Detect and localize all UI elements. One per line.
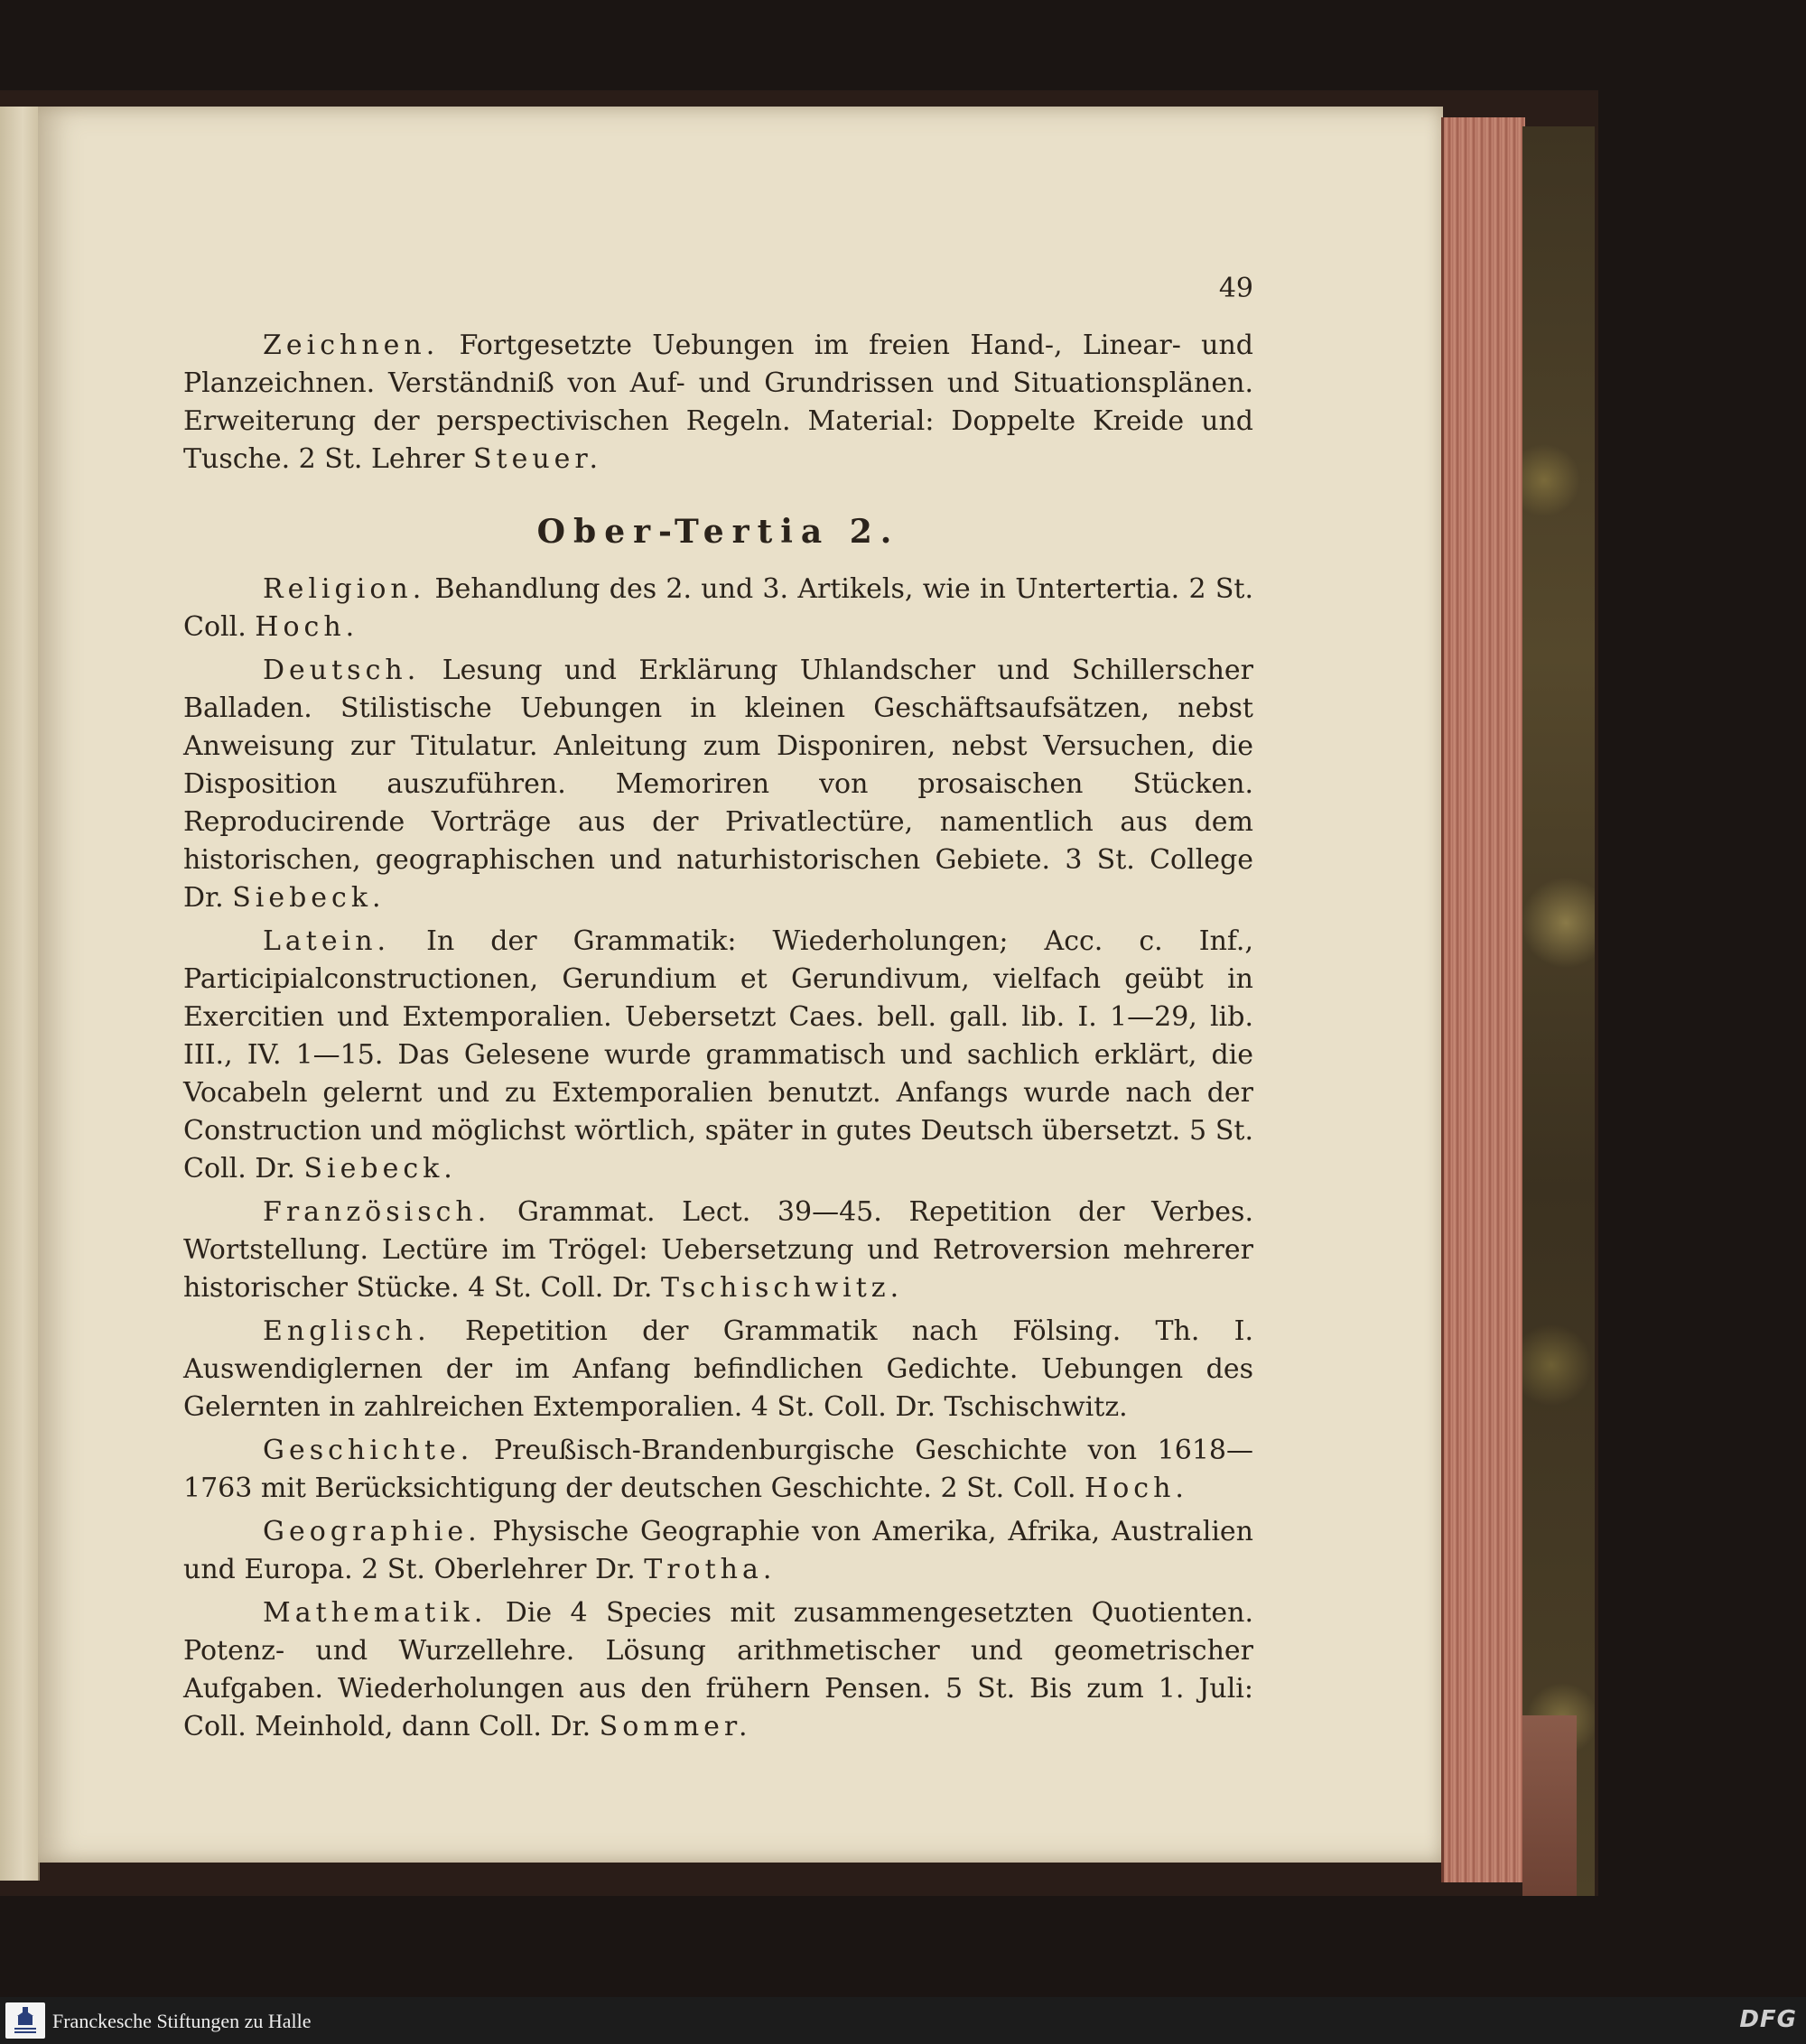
paragraph-geographie [183, 1513, 1253, 1589]
left-page-edge [0, 107, 40, 1881]
paragraph-zeichnen [183, 327, 1253, 478]
teacher-name: Steuer. [472, 443, 602, 475]
dfg-logo[interactable]: DFG [1739, 2006, 1797, 2033]
subject-title: Französisch. [263, 1196, 491, 1228]
subject-title: Geschichte. [263, 1435, 474, 1466]
paragraph-franzoesisch [183, 1194, 1253, 1307]
subject-title: Religion. [263, 573, 426, 605]
teacher-name: Trotha. [644, 1554, 777, 1585]
paragraph-englisch [183, 1313, 1253, 1426]
cover-corner [1522, 1715, 1577, 1896]
subject-title: Deutsch. [263, 655, 421, 686]
paragraph-body: In der Grammatik: Wiederholungen; Acc. c. Inf., Participialconstructionen, Gerundium et Gerundivum, vielfach geübt in Exercitien und Extemporalien. Uebersetzt Caes. bell. gall. lib. I. 1—29, lib. III., IV. 1—15. Das Gelesene wurde grammatisch und sachlich erklärt, die Vocabeln gelernt und zu Extemporalien benutzt. Anfangs wurde nach der Construction und möglichst wörtlich, später in gutes Deutsch übersetzt. 5 St. Coll. Dr. [183, 925, 1253, 1185]
subject-title: Zeichnen. [263, 330, 440, 361]
subject-title: Geographie. [263, 1516, 481, 1547]
paragraph-body: Lesung und Erklärung Uhlandscher und Schillerscher Balladen. Stilistische Uebungen in kleinen Geschäftsaufsätzen, nebst Anweisung zur Titulatur. Anleitung zum Disponiren, nebst Versuchen, die Disposition auszuführen. Memoriren von prosaischen Stücken. Reproducirende Vorträge aus der Privatlectüre, namentlich aus dem historischen, geographischen und naturhistorischen Gebiete. 3 St. College Dr. [183, 655, 1253, 914]
paragraph-geschichte [183, 1432, 1253, 1508]
teacher-name: Hoch. [1085, 1473, 1188, 1504]
subject-title: Mathematik. [263, 1597, 488, 1629]
page-text [183, 327, 1253, 1751]
paragraph-mathematik [183, 1594, 1253, 1746]
teacher-name: Siebeck. [232, 882, 386, 914]
paragraph-body: Grammat. Lect. 39—45. Repetition der Verbes. Wortstellung. Lectüre im Trögel: Uebersetzung und Retroversion mehrerer historischer Stücke. 4 St. Coll. Dr. [183, 1196, 1253, 1304]
paragraph-body: Physische Geographie von Amerika, Afrika, Australien und Europa. 2 St. Oberlehrer Dr. [183, 1516, 1253, 1585]
subject-title: Latein. [263, 925, 391, 957]
paragraph-body: Die 4 Species mit zusammengesetzten Quotienten. Potenz- und Wurzellehre. Lösung arithmetischer und geometrischer Aufgaben. Wiederholungen aus den frühern Pensen. 5 St. Bis zum 1. Juli: Coll. Meinhold, dann Coll. Dr. [183, 1597, 1253, 1742]
teacher-name: Sommer. [599, 1711, 752, 1742]
institution-name[interactable]: Franckesche Stiftungen zu Halle [52, 2010, 312, 2032]
francke-logo-icon [12, 2005, 39, 2036]
page-number: 49 [1218, 273, 1253, 304]
teacher-name: Siebeck. [303, 1153, 457, 1185]
paragraph-religion [183, 571, 1253, 646]
paragraph-body: Behandlung des 2. und 3. Artikels, wie in Untertertia. 2 St. Coll. [183, 573, 1253, 643]
paragraph-deutsch [183, 652, 1253, 917]
paragraph-body: Repetition der Grammatik nach Fölsing. Th. I. Auswendiglernen der im Anfang befindlichen Gedichte. Uebungen des Gelernten in zahlreichen Extemporalien. 4 St. Coll. Dr. Tschischwitz. [183, 1315, 1253, 1423]
paragraph-body: Preußisch-Brandenburgische Geschichte von 1618—1763 mit Berücksichtigung der deutschen Geschichte. 2 St. Coll. [183, 1435, 1253, 1504]
section-heading: Ober-Tertia 2. [536, 513, 900, 551]
paragraph-latein [183, 923, 1253, 1188]
institution-logo[interactable] [5, 2002, 45, 2039]
marbled-cover [1522, 126, 1595, 1896]
paragraph-body: Fortgesetzte Uebungen im freien Hand-, Linear- und Planzeichnen. Verständniß von Auf- und Grundrissen und Situationsplänen. Erweiterung der perspectivischen Regeln. Material: Doppelte Kreide und Tusche. 2 St. Lehrer [183, 330, 1254, 475]
teacher-name: Tschischwitz. [661, 1272, 904, 1304]
subject-title: Englisch. [263, 1315, 431, 1347]
viewer-footer [0, 1997, 1806, 2044]
page-edges [1441, 117, 1525, 1882]
teacher-name: Hoch. [255, 611, 359, 643]
